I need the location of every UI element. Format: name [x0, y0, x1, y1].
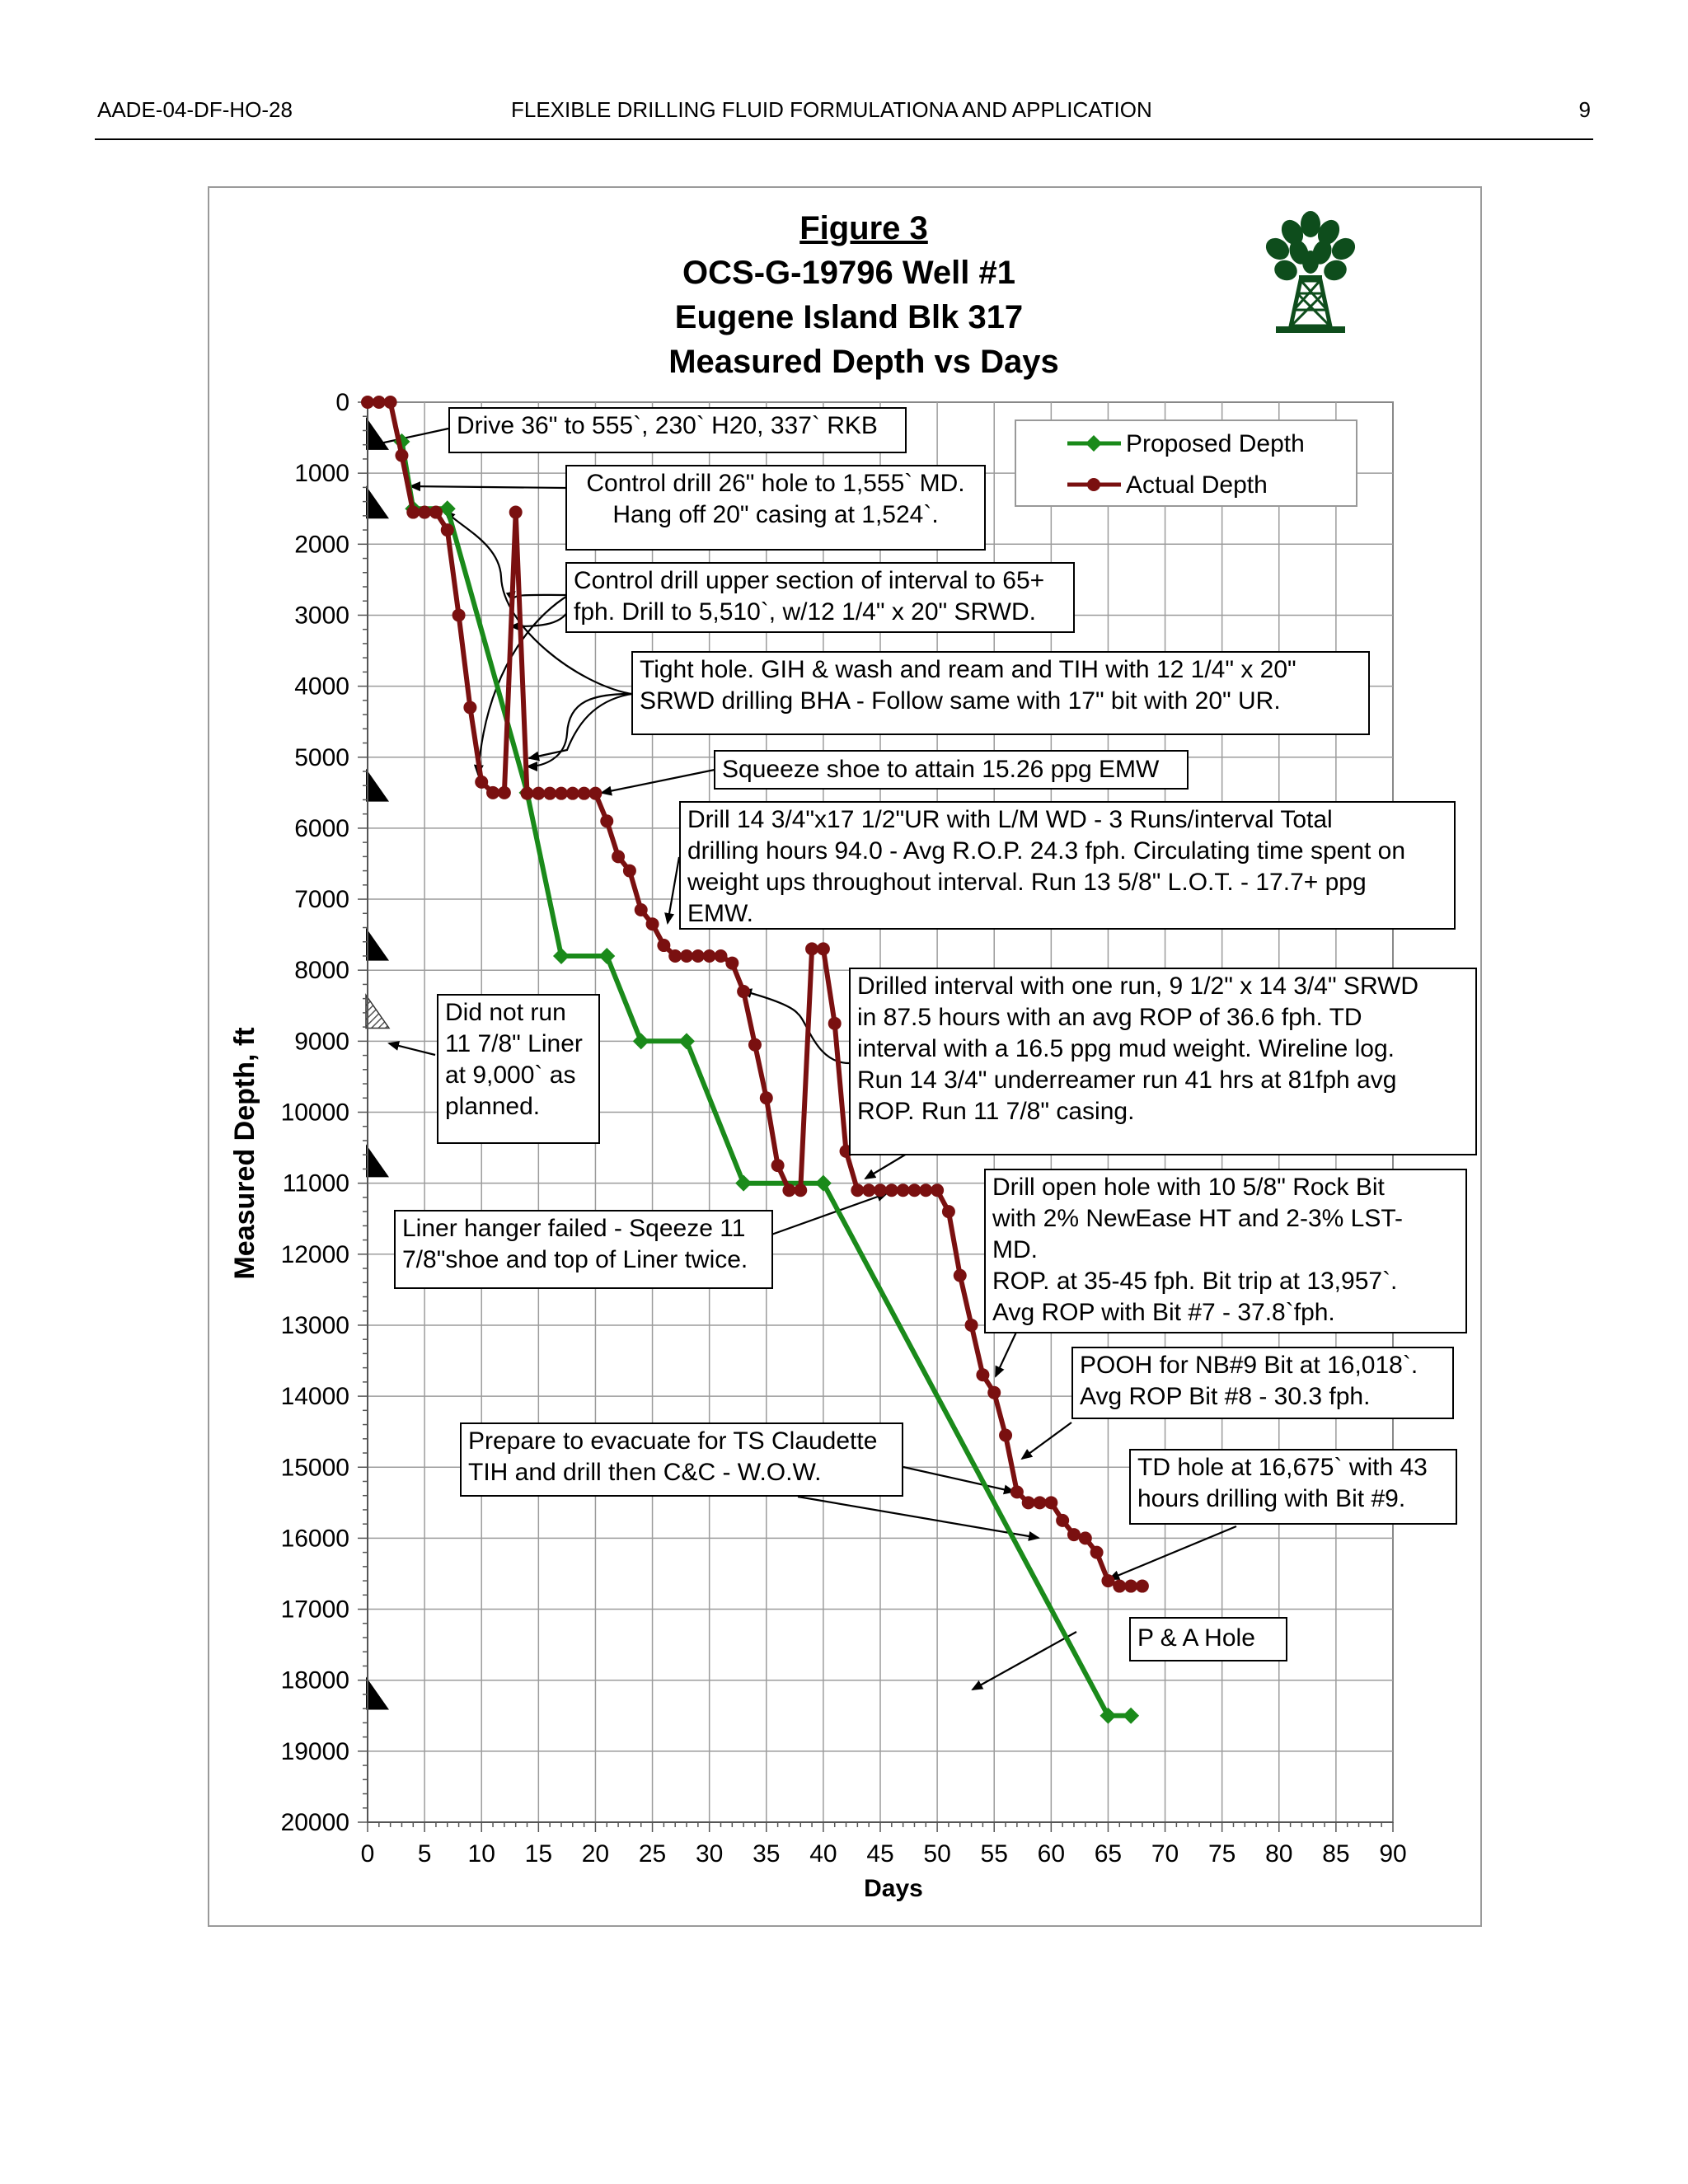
- x-tick-label: 30: [695, 1840, 724, 1868]
- x-tick-label: 75: [1207, 1840, 1236, 1868]
- data-point: [1056, 1514, 1069, 1527]
- annotation-squeeze-shoe: Squeeze shoe to attain 15.26 ppg EMW: [714, 750, 1189, 790]
- data-point: [999, 1428, 1012, 1441]
- y-tick-label: 20000: [280, 1809, 349, 1836]
- data-point: [817, 942, 830, 955]
- annotation-control-upper: Control drill upper section of interval to 65+ fph. Drill to 5,510`, w/12 1/4" x 20" SRWD.: [565, 562, 1075, 633]
- data-point: [942, 1205, 955, 1218]
- data-point: [418, 506, 431, 519]
- data-point: [987, 1386, 1001, 1399]
- annotation-drill-14-3-4: Drill 14 3/4"x17 1/2"UR with L/M WD - 3 Runs/interval Total drilling hours 94.0 - Avg R.O.P. 24.3 fph. Circulating time spent on weight ups throughout interval. Run 13 5/8" L.O.T. - 17.7+ ppg EMW.: [679, 801, 1456, 930]
- data-point: [1090, 1546, 1104, 1559]
- data-point: [1034, 1496, 1047, 1509]
- data-point: [566, 787, 579, 800]
- data-point: [555, 787, 568, 800]
- x-tick-label: 70: [1151, 1840, 1179, 1868]
- data-point: [1124, 1580, 1137, 1593]
- y-tick-label: 4000: [294, 673, 349, 701]
- data-point: [486, 786, 499, 799]
- header-doc-id: AADE-04-DF-HO-28: [97, 97, 293, 122]
- data-point: [885, 1183, 898, 1197]
- chart-title-line-2: OCS-G-19796 Well #1: [682, 255, 1015, 291]
- data-point: [361, 396, 374, 409]
- data-point: [578, 787, 591, 800]
- data-point: [521, 787, 534, 800]
- data-point: [965, 1319, 978, 1332]
- data-point: [498, 786, 511, 799]
- x-tick-label: 90: [1379, 1840, 1407, 1868]
- annotation-did-not-run: Did not run 11 7/8" Liner at 9,000` as planned.: [437, 994, 600, 1144]
- chart-title-line-3: Eugene Island Blk 317: [674, 299, 1024, 335]
- annotation-tight-hole: Tight hole. GIH & wash and ream and TIH with 12 1/4" x 20" SRWD drilling BHA - Follow same with 17" bit with 20" UR.: [631, 651, 1370, 735]
- y-tick-label: 11000: [282, 1169, 349, 1197]
- x-tick-label: 85: [1322, 1840, 1350, 1868]
- legend-actual-marker: [1087, 478, 1100, 491]
- y-tick-label: 14000: [280, 1383, 349, 1411]
- tree-derrick-logo-icon: [1262, 211, 1359, 333]
- data-point: [1044, 1496, 1057, 1509]
- legend-actual-label: Actual Depth: [1126, 471, 1268, 499]
- data-point: [429, 506, 443, 519]
- x-tick-label: 20: [581, 1840, 610, 1868]
- data-point: [931, 1183, 944, 1197]
- y-tick-label: 19000: [280, 1737, 349, 1765]
- data-point: [805, 942, 818, 955]
- y-tick-label: 6000: [294, 814, 349, 842]
- chart-title-line-4: Measured Depth vs Days: [668, 344, 1059, 380]
- annotation-pooh: POOH for NB#9 Bit at 16,018`. Avg ROP Bit #8 - 30.3 fph.: [1071, 1347, 1454, 1419]
- data-point: [714, 949, 727, 963]
- y-tick-label: 8000: [294, 957, 349, 985]
- data-point: [851, 1183, 864, 1197]
- data-point: [1067, 1528, 1081, 1541]
- x-tick-label: 15: [524, 1840, 553, 1868]
- y-tick-label: 9000: [294, 1028, 349, 1056]
- legend-proposed-label: Proposed Depth: [1126, 430, 1305, 457]
- data-point: [1010, 1485, 1024, 1498]
- y-tick-label: 13000: [280, 1311, 349, 1339]
- x-axis-title: Days: [864, 1875, 923, 1902]
- data-point: [384, 396, 397, 409]
- data-point: [897, 1183, 910, 1197]
- data-point: [919, 1183, 932, 1197]
- x-tick-label: 55: [980, 1840, 1008, 1868]
- data-point: [635, 903, 648, 916]
- data-point: [725, 957, 738, 970]
- x-tick-label: 40: [809, 1840, 837, 1868]
- data-point: [463, 701, 476, 714]
- data-point: [1022, 1496, 1035, 1509]
- x-tick-label: 5: [417, 1840, 432, 1868]
- annotation-drill-open-hole: Drill open hole with 10 5/8" Rock Bit with 2% NewEase HT and 2-3% LST- MD. ROP. at 35-45 fph. Bit trip at 13,957`. Avg ROP with Bit #7 - 37.8`fph.: [984, 1169, 1467, 1333]
- x-tick-label: 45: [866, 1840, 894, 1868]
- legend: [1015, 420, 1357, 506]
- data-point: [600, 814, 613, 827]
- annotation-drilled-interval: Drilled interval with one run, 9 1/2" x 14 3/4" SRWD in 87.5 hours with an avg ROP of 36.6 fph. TD interval with a 16.5 ppg mud weight. Wireline log. Run 14 3/4" underreamer run 41 hrs at 81fph avg ROP. Run 11 7/8" casing.: [849, 968, 1477, 1155]
- data-point: [373, 396, 386, 409]
- data-point: [828, 1017, 842, 1030]
- y-tick-label: 5000: [294, 743, 349, 771]
- annotation-pa-hole: P & A Hole: [1129, 1617, 1287, 1661]
- y-tick-label: 12000: [280, 1240, 349, 1268]
- annotation-liner-hanger: Liner hanger failed - Sqeeze 11 7/8"shoe and top of Liner twice.: [394, 1210, 773, 1289]
- data-point: [657, 939, 670, 952]
- y-tick-label: 15000: [280, 1454, 349, 1482]
- x-tick-label: 60: [1037, 1840, 1066, 1868]
- y-tick-label: 3000: [294, 602, 349, 630]
- data-point: [748, 1038, 762, 1052]
- x-tick-label: 50: [923, 1840, 951, 1868]
- data-point: [954, 1269, 967, 1282]
- data-point: [692, 949, 705, 963]
- annotation-control-26: Control drill 26" hole to 1,555` MD. Hang off 20" casing at 1,524`.: [565, 465, 986, 551]
- y-tick-label: 16000: [280, 1525, 349, 1553]
- data-point: [588, 787, 602, 800]
- header-doc-title: FLEXIBLE DRILLING FLUID FORMULATIONA AND APPLICATION: [511, 97, 1152, 122]
- data-point: [646, 917, 659, 930]
- y-tick-label: 18000: [280, 1666, 349, 1694]
- annotation-prepare-evacuate: Prepare to evacuate for TS Claudette TIH and drill then C&C - W.O.W.: [460, 1422, 903, 1497]
- data-point: [612, 850, 625, 863]
- annotation-drive-36: Drive 36" to 555`, 230` H20, 337` RKB: [448, 407, 907, 453]
- x-tick-label: 10: [467, 1840, 495, 1868]
- data-point: [782, 1183, 795, 1197]
- data-point: [737, 985, 750, 998]
- y-axis-title: Measured Depth, ft: [229, 1027, 260, 1280]
- chart-title: [668, 210, 1059, 380]
- data-point: [862, 1183, 875, 1197]
- data-point: [976, 1368, 989, 1381]
- data-point: [452, 608, 466, 621]
- header-page-number: 9: [1578, 97, 1591, 122]
- y-tick-label: 7000: [294, 886, 349, 914]
- x-tick-label: 65: [1094, 1840, 1123, 1868]
- y-tick-label: 17000: [280, 1596, 349, 1624]
- data-point: [475, 776, 488, 789]
- data-point: [1079, 1531, 1092, 1544]
- x-tick-label: 80: [1265, 1840, 1293, 1868]
- x-tick-label: 25: [638, 1840, 667, 1868]
- data-point: [760, 1091, 773, 1104]
- x-tick-label: 0: [360, 1840, 375, 1868]
- data-point: [509, 506, 523, 519]
- y-tick-label: 0: [335, 389, 349, 416]
- data-point: [1101, 1574, 1114, 1587]
- data-point: [703, 949, 716, 963]
- data-point: [441, 523, 454, 537]
- y-tick-label: 2000: [294, 531, 349, 559]
- y-tick-label: 10000: [280, 1099, 349, 1127]
- data-point: [680, 949, 693, 963]
- data-point: [907, 1183, 921, 1197]
- x-tick-label: 35: [753, 1840, 781, 1868]
- data-point: [543, 787, 556, 800]
- data-point: [1113, 1580, 1126, 1593]
- data-point: [406, 506, 420, 519]
- data-point: [874, 1183, 887, 1197]
- data-point: [794, 1183, 807, 1197]
- data-point: [668, 949, 682, 963]
- figure-label: Figure 3: [799, 210, 928, 246]
- data-point: [623, 865, 636, 878]
- data-point: [532, 787, 545, 800]
- y-tick-label: 1000: [294, 460, 349, 488]
- data-point: [395, 449, 408, 462]
- annotation-td-hole: TD hole at 16,675` with 43 hours drilling with Bit #9.: [1129, 1449, 1457, 1525]
- data-point: [771, 1159, 785, 1172]
- data-point: [1136, 1580, 1149, 1593]
